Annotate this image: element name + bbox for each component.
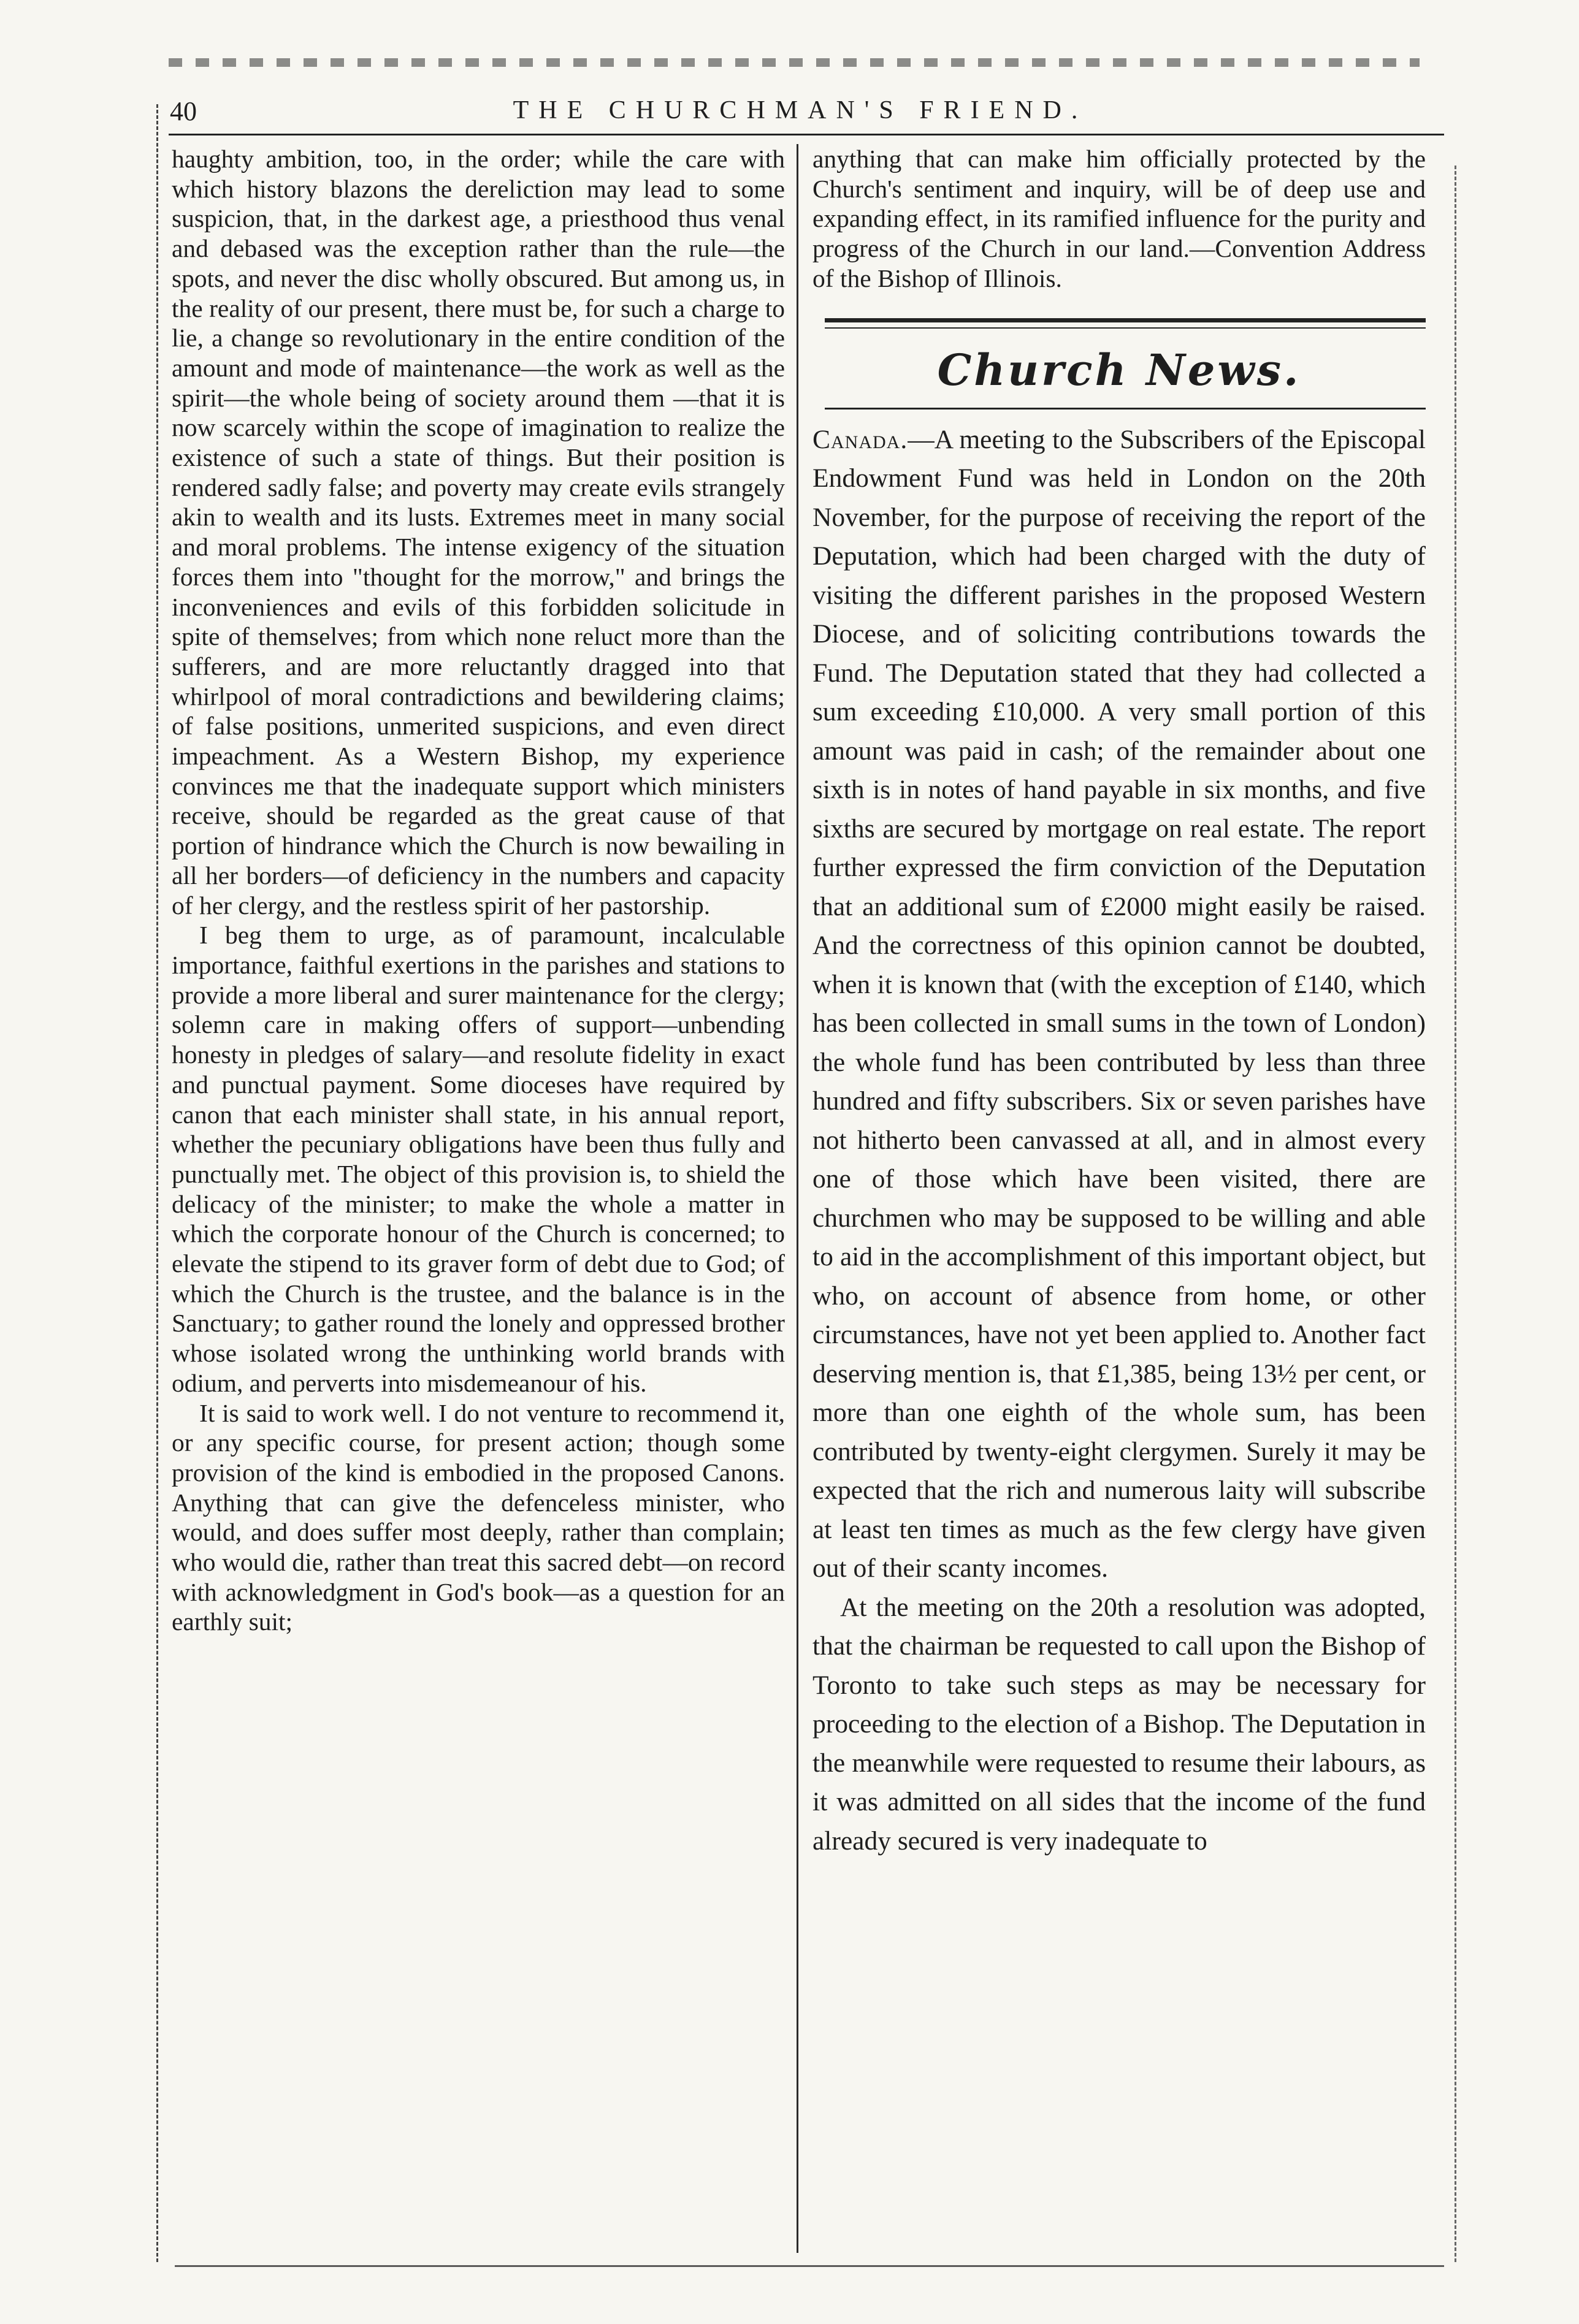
news-paragraph-1-text: —A meeting to the Subscribers of the Episcopal Endowment Fund was held in London on the 20th November, for the purpose of receiving the report of the Deputation, which had been charged with the duty of visiting the different parishes in the proposed Western Diocese, and of soliciting contributions towards the Fund. The Deputation stated that they had collected a sum exceeding £10,000. A very small portion of this amount was paid in cash; of the remainder about one sixth is in notes of hand payable in six months, and five sixths are secured by mortgage on real estate. The report further expressed the firm conviction of the Deputation that an additional sum of £2000 might easily be raised. And the correctness of this opinion cannot be doubted, when it is known that (with the exception of £140, which has been collected in small sums in the town of London) the whole fund has been contributed by less than three hundred and fifty subscribers. Six or seven parishes have not hitherto been canvassed at all, and in almost every one of those which have been visited, there are churchmen who may be supposed to be willing and able to aid in the accomplishment of this important object, but who, on account of absence from home, or other circumstances, have not yet been applied to. Another fact deserving mention is, that £1,385, being 13½ per cent, or more than one eighth of the whole sum, has been contributed by twenty-eight clergymen. Surely it may be expected that the rich and numerous laity will subscribe at least ten times as much as the few clergy have given out of their scanty incomes. (812, 424, 1426, 1583)
section-heading: Church News. (937, 344, 1301, 395)
section-rule-thin (825, 327, 1426, 329)
running-title: THE CHURCHMAN'S FRIEND. (513, 96, 1088, 124)
page-header (156, 92, 1444, 141)
section-rule-bottom (825, 408, 1426, 410)
right-continuation: anything that can make him officially protected by the Church's sentiment and inquiry, will be of deep use and expanding effect, in its ramified influence for the purity and progress of the Church in our land.—Convention Address of the Bishop of Illinois. (812, 145, 1426, 292)
right-page-edge (1455, 166, 1456, 2262)
left-column (172, 144, 785, 2253)
header-rule (169, 134, 1444, 135)
news-lead: Canada. (812, 424, 908, 454)
left-paragraph-2: I beg them to urge, as of paramount, incalculable importance, faithful exertions in the parishes and stations to provide a more liberal and surer maintenance for the clergy; solemn care in making offers of support—unbending honesty in pledges of salary—and resolute fidelity in exact and punctual payment. Some dioceses have required by canon that each minister shall state, in his annual report, whether the pecuniary obligations have been thus fully and punctually met. The object of this provision is, to shield the delicacy of the minister; to make the whole a matter in which the corporate honour of the Church is concerned; to elevate the stipend to its graver form of debt due to God; of which the Church is the trustee, and the balance is in the Sanctuary; to gather round the lonely and oppressed brother whose isolated wrong the unthinking world brands with odium, and perverts into misdemeanour of his. (172, 921, 785, 1397)
section-rule-thick (825, 318, 1426, 322)
left-paragraph-3: It is said to work well. I do not venture to recommend it, or any specific course, for present action; though some provision of the kind is embodied in the proposed Canons. Anything that can give the defenceless minister, who would, and does suffer most deeply, rather than complain; who would die, rather than treat this sacred debt—on record with acknowledgment in God's book—as a question for an earthly suit; (172, 1398, 785, 1636)
news-paragraph-1 (812, 421, 1426, 1588)
footer-rule (175, 2265, 1444, 2267)
left-paragraph-1: haughty ambition, too, in the order; while the care with which history blazons the dereliction may lead to some suspicion, that, in the darkest age, a priesthood thus venal and debased was the exception rather than the rule—the spots, and never the disc wholly obscured. But among us, in the reality of our present, there must be, for such a charge to lie, a change so revolutionary in the entire condition of the amount and mode of maintenance—the work as well as the spirit—the whole being of society around them —that it is now scarcely within the scope of imagination to realize the existence of such a state of things. But their position is rendered sadly false; and poverty may create evils strangely akin to wealth and its lusts. Extremes meet in many social and moral problems. The intense exigency of the situation forces them into "thought for the morrow," and brings the inconveniences and evils of this forbidden solicitude in spite of themselves; from which none reluct more than the sufferers, and are more reluctantly dragged into that whirlpool of moral contradictions and bewildering claims; of false positions, unmerited suspicions, and even direct impeachment. As a Western Bishop, my experience convinces me that the inadequate support which ministers receive, should be regarded as the great cause of that portion of hindrance which the Church is now bewailing in all her borders—of deficiency in the numbers and capacity of her clergy, and the restless spirit of her pastorship. (172, 145, 785, 920)
news-paragraph-2: At the meeting on the 20th a resolution was adopted, that the chairman be requested to call upon the Bishop of Toronto to take such steps as may be necessary for proceeding to the election of a Bishop. The Deputation in the meanwhile were requested to resume their labours, as it was admitted on all sides that the income of the fund already secured is very inadequate to (812, 1592, 1426, 1856)
top-edge-marks (169, 58, 1420, 67)
column-divider (797, 144, 798, 2253)
left-page-edge (156, 104, 158, 2262)
right-column (812, 144, 1426, 2253)
page-number: 40 (170, 96, 197, 126)
page (156, 92, 1444, 2265)
